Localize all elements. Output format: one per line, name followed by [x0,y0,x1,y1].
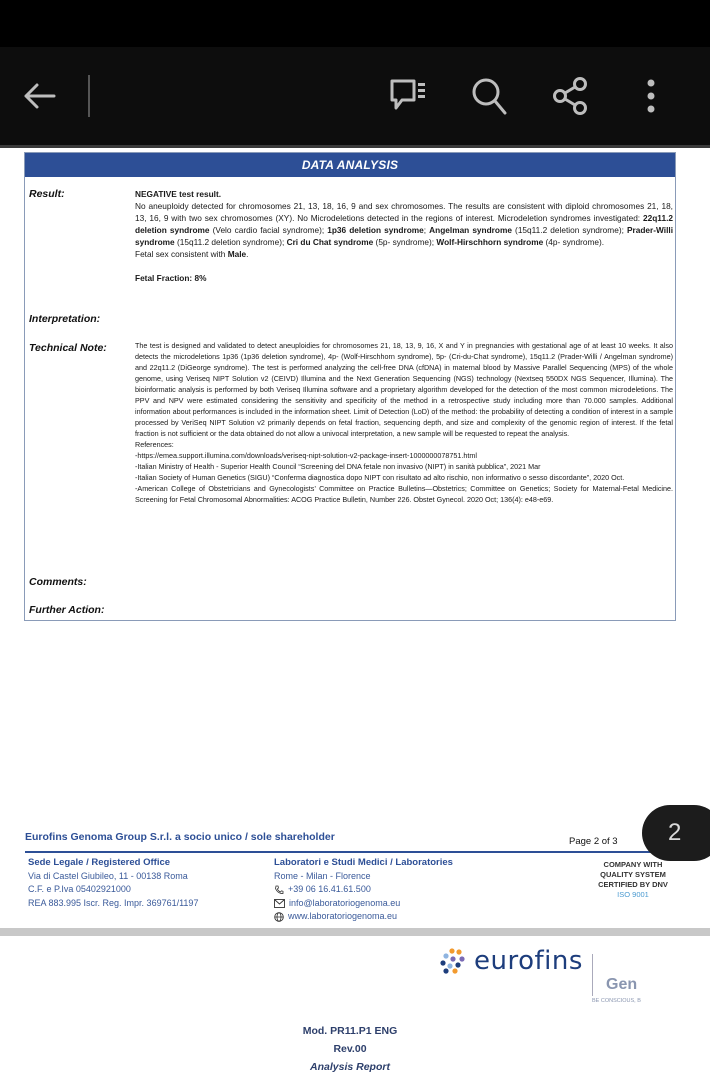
search-button[interactable] [468,75,510,117]
result-text: No aneuploidy detected for chromosomes 21, 13, 18, 16, 9 and sex chromosomes. The results are consistent with diploid chromosomes 21, 18, 13, 16, 9 with two sex chromosomes (XY). No Microdeletions detected in the regions of interest. Microdeletion syndromes investigated: 22q11.2 deletion syndrome (Velo cardio facial syndrome); 1p36 deletion syndrome; Angelman syndrome (15q11.2 deletion syndrome); Prader-Willi syndrome (15q11.2 deletion syndrome); Cri du Chat syndrome (5p- syndrome); Wolf-Hirschhorn syndrome (4p- syndrome). [135,201,673,247]
footer-divider [25,851,676,853]
page-indicator: 2 [642,805,710,861]
mod-code: Mod. PR11.P1 ENG [302,1025,398,1037]
more-options-button[interactable] [630,75,672,117]
document-type: Analysis Report [310,1061,390,1073]
comments-label: Comments: [29,576,87,588]
logo-divider [592,954,593,996]
office-tax-id: C.F. e P.Iva 05402921000 [28,884,131,894]
logo-text: eurofins [474,946,583,976]
labs-heading: Laboratori e Studi Medici / Laboratories [274,857,453,868]
eurofins-dots-icon [440,948,468,974]
labs-phone[interactable]: +39 06 16.41.61.500 [288,884,371,894]
reference-item: -Italian Society of Human Genetics (SIGU) “Conferma diagnostica dopo NIPT con risultato ad alto rischio, non informativo o sesso discordante”, 2020 Oct. [135,473,625,482]
registered-office [28,856,198,910]
fetal-fraction: Fetal Fraction: 8% [135,273,207,283]
labs-cities: Rome - Milan - Florence [274,870,371,881]
technical-note-label: Technical Note: [29,342,107,354]
references-label: References: [135,440,174,449]
share-icon [550,76,590,116]
brand-tagline: BE CONSCIOUS, B [592,998,641,1004]
page-number: Page 2 of 3 [569,836,618,847]
page-separator [0,928,710,936]
revision: Rev.00 [333,1043,367,1055]
office-address: Via di Castel Giubileo, 11 - 00138 Roma [28,870,188,881]
iso-standard: ISO 9001 [617,890,649,899]
result-label: Result: [29,188,65,200]
reference-item: -American College of Obstetricians and Gynecologists’ Committee on Practice Bulletins—Obstetrics; Committee on Genetics; Society for Maternal-Fetal Medicine. Screening for Fetal Chromosomal Abnormalities: ACOG Practice Bulletin, Number 226. Obstet Gynecol. 2020 Oct; 136(4): e48-e69. [135,484,673,504]
status-bar [0,0,710,47]
labs-website[interactable]: www.laboratoriogenoma.eu [288,911,398,921]
reference-item[interactable]: -https://emea.support.illumina.com/downloads/veriseq-nipt-solution-v2-package-insert-1000000078751.html [135,451,477,460]
globe-icon [274,912,284,922]
data-analysis-section [24,152,676,621]
interpretation-label: Interpretation: [29,313,101,325]
office-registration: REA 883.995 Iscr. Reg. Impr. 369761/1197 [28,897,199,908]
further-action-label: Further Action: [29,604,105,616]
email-icon [274,899,285,908]
office-heading: Sede Legale / Registered Office [28,857,171,868]
arrow-left-icon [21,81,57,111]
result-content [135,188,673,284]
footer-company: Eurofins Genoma Group S.r.l. a socio unico / sole shareholder [25,831,335,843]
brand-partial: Gen [606,976,638,993]
app-bar [0,47,710,145]
more-vertical-icon [645,78,657,114]
comments-button[interactable] [388,75,430,117]
search-icon [469,76,509,116]
labs-email[interactable]: info@laboratoriogenoma.eu [289,897,401,908]
fetal-sex: Fetal sex consistent with Male. [135,249,249,259]
technical-note-body: The test is designed and validated to detect aneuploidies for chromosomes 21, 18, 13, 9, 16, X and Y in pregnancies with gestational age of at least 10 weeks. It also detects the microdeletions 1p36 (1p36 deletion syndrome), 4p- (Wolf-Hirschhorn syndrome), 5p- (Cri-du-Chat syndrome), 15q11.2 (Prader-Willi / Angelman syndrome) and 22q11.2 (DiGeorge syndrome). The test is performed analyzing the cell-free DNA (cfDNA) in maternal blood by Massive Parallel Sequencing (MPS) of the whole genome, using Veriseq NIPT Solution v2 (CEIVD) Illumina and the Next Generation Sequencing (NGS) technology (Nextseq 550DX NGS Sequencer, Illumina). The bioinformatic analysis is performed by both Veriseq Illumina software and a proprietary algorithm developed for the detection of the most common microdeletions. The PPV and NPV were estimated considering the sensitivity and specificity of the method in a retrospective study including more than 70.000 samples. Additional information about performances is included in the information sheet. Limit of Detection (LoD) of the method: the probability of detecting a condition of interest in a sample processed by VeriSeq NIPT Solution v2 primarily depends on fetal fraction, sequencing depth, and size and complexity of the genomic region of interest. If the fetal fraction is not sufficient or the data obtained do not allow a univocal interpretation, a new sample will be requested to repeat the analysis. [135,341,673,438]
back-button[interactable] [18,75,60,117]
reference-item: -Italian Ministry of Health - Superior Health Council “Screening del DNA fetale non invasivo (NIPT) in sanità pubblica”, 2021 Mar [135,462,541,471]
share-button[interactable] [549,75,591,117]
comment-list-icon [388,76,430,116]
certification-badge: COMPANY WITH QUALITY SYSTEM CERTIFIED BY DNV ISO 9001 [590,860,676,900]
document-code [240,1022,460,1076]
document-page[interactable] [0,148,710,1084]
result-headline: NEGATIVE test result. [135,189,222,199]
section-title: DATA ANALYSIS [25,153,675,177]
phone-icon [274,885,284,895]
toolbar-divider [88,75,90,117]
eurofins-logo [440,946,583,976]
technical-note-content [135,340,673,505]
laboratories [274,856,453,924]
